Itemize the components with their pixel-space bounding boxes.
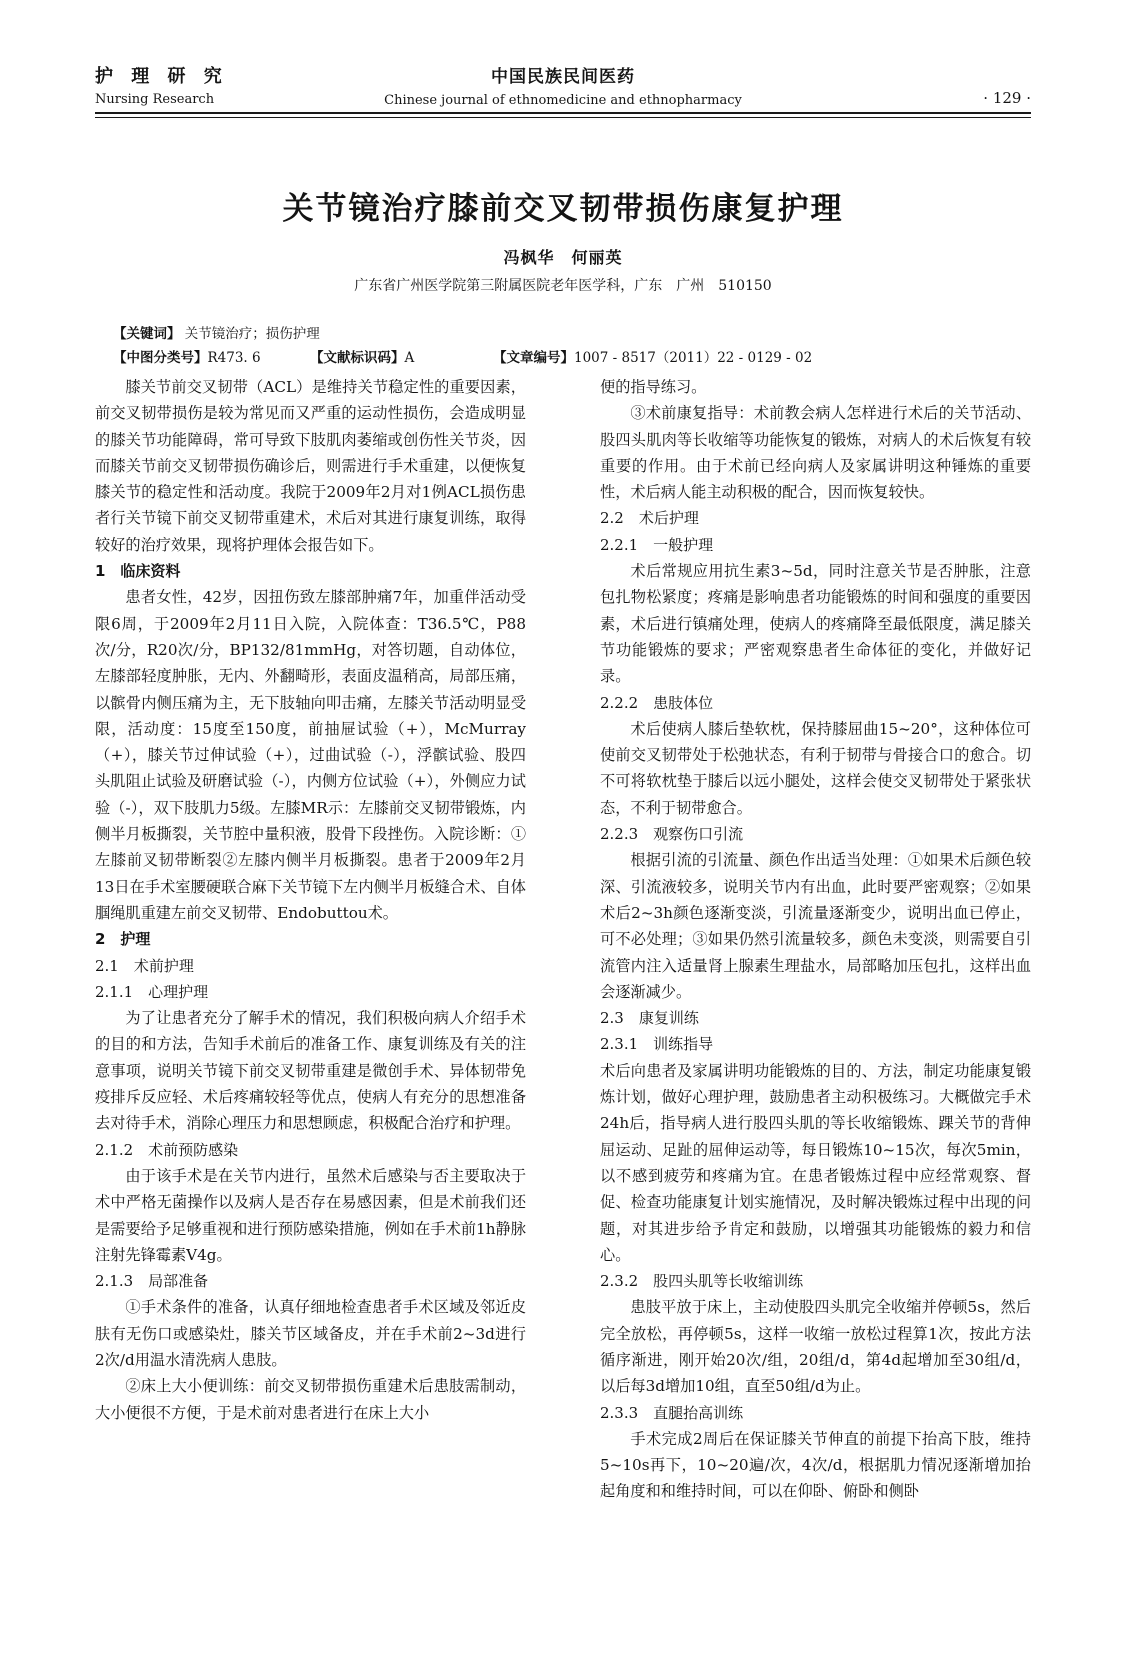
doc-code-label: 【文献标识码】	[310, 350, 405, 366]
header-rule-thick	[95, 112, 1031, 114]
body-column-right	[600, 374, 1031, 1505]
author-affiliation: 广东省广州医学院第三附属医院老年医学科，广东 广州 510150	[354, 278, 772, 294]
doc-code-field	[310, 346, 414, 366]
body-paragraph: 为了让患者充分了解手术的情况，我们积极向病人介绍手术的目的和方法，告知手术前后的准备工作、康复训练及有关的注意事项，说明关节镜下前交叉韧带重建是微创手术、异体韧带免疫排斥反应轻、术后疼痛较轻等优点，使病人有充分的思想准备去对待手术，消除心理压力和思想顾虑，积极配合治疗和护理。	[95, 1009, 526, 1133]
running-header	[95, 62, 1031, 110]
journal-name-cn: 中国民族民间医药	[491, 67, 635, 87]
body-paragraph: 手术完成2周后在保证膝关节伸直的前提下抬高下肢，维持5~10s再下，10~20遍/次，4次/d，根据肌力情况逐渐增加抬起角度和和维持时间，可以在仰卧、俯卧和侧卧	[600, 1429, 1031, 1501]
subsubsection-heading: 2.1.1 心理护理	[95, 982, 209, 1001]
subsection-heading: 2.1 术前护理	[95, 956, 194, 975]
body-paragraph: 术后常规应用抗生素3~5d，同时注意关节是否肿胀，注意包扎物松紧度；疼痛是影响患者功能锻炼的时间和强度的重要因素，术后进行镇痛处理，使病人的疼痛降至最低限度，满足膝关节功能锻炼的要求；严密观察患者生命体征的变化，并做好记录。	[600, 562, 1031, 686]
subsubsection-heading: 2.1.2 术前预防感染	[95, 1140, 239, 1159]
keywords-line	[113, 322, 320, 342]
subsection-heading: 2.3 康复训练	[600, 1009, 699, 1028]
subsubsection-heading: 2.2.1 一般护理	[600, 535, 714, 554]
section-name-cn: 护 理 研 究	[95, 66, 228, 87]
body-paragraph: 根据引流的引流量、颜色作出适当处理：①如果术后颜色较深、引流液较多，说明关节内有出血，此时要严密观察；②如果术后2~3h颜色逐渐变淡，引流量逐渐变少，说明出血已停止，可不必处理；③如果仍然引流量较多，颜色未变淡，则需要自引流管内注入适量肾上腺素生理盐水，局部略加压包扎，这样出血会逐渐减少。	[600, 851, 1031, 1001]
page-number: · 129 ·	[983, 89, 1031, 107]
subsubsection-heading: 2.3.3 直腿抬高训练	[600, 1403, 744, 1422]
clc-label: 【中图分类号】	[113, 350, 208, 366]
section-heading: 2 护理	[95, 930, 151, 949]
subsection-heading: 2.2 术后护理	[600, 509, 699, 528]
doc-code-value: A	[404, 350, 415, 366]
body-paragraph: ②床上大小便训练：前交叉韧带损伤重建术后患肢需制动，大小便很不方便，于是术前对患者进行在床上大小	[95, 1377, 526, 1422]
body-paragraph: ①手术条件的准备，认真仔细地检查患者手术区域及邻近皮肤有无伤口或感染灶，膝关节区域备皮，并在手术前2~3d进行2次/d用温水清洗病人患肢。	[95, 1298, 526, 1369]
body-paragraph: 患肢平放于床上，主动使股四头肌完全收缩并停顿5s，然后完全放松，再停顿5s，这样一收缩一放松过程算1次，按此方法循序渐进，刚开始20次/组，20组/d，第4d起增加至30组/d，以后每3d增加10组，直至50组/d为止。	[600, 1298, 1031, 1396]
body-paragraph: 患者女性，42岁，因扭伤致左膝部肿痛7年，加重伴活动受限6周，于2009年2月11日入院，入院体查：T36.5℃，P88次/分，R20次/分，BP132/81mmHg，对答切题，自动体位，左膝部轻度肿胀，无内、外翻畸形，表面皮温稍高，局部压痛，以髌骨内侧压痛为主，无下肢轴向叩击痛，左膝关节活动明显受限，活动度：15度至150度，前抽屉试验（+），McMurray（+），膝关节过伸试验（+），过曲试验（-），浮髌试验、股四头肌阻止试验及研磨试验（-），内侧方位试验（+），外侧应力试验（-），双下肢肌力5级。左膝MR示：左膝前交叉韧带锻炼，内侧半月板撕裂，关节腔中量积液，股骨下段挫伤。入院诊断：①左膝前叉韧带断裂②左膝内侧半月板撕裂。患者于2009年2月13日在手术室腰硬联合麻下关节镜下左内侧半月板缝合术、自体腘绳肌重建左前交叉韧带、Endobuttou术。	[95, 588, 526, 922]
article-number-value: 1007 - 8517（2011）22 - 0129 - 02	[574, 350, 813, 366]
clc-value: R473. 6	[207, 350, 261, 366]
body-paragraph: ③术前康复指导：术前教会病人怎样进行术后的关节活动、股四头肌肉等长收缩等功能恢复的锻炼，对病人的术后恢复有较重要的作用。由于术前已经向病人及家属讲明这种锤炼的重要性，术后病人能主动积极的配合，因而恢复较快。	[600, 404, 1031, 502]
subsubsection-heading: 2.1.3 局部准备	[95, 1272, 209, 1291]
section-heading: 1 临床资料	[95, 562, 181, 581]
subsubsection-heading: 2.3.1 训练指导	[600, 1035, 714, 1054]
subsubsection-heading: 2.3.2 股四头肌等长收缩训练	[600, 1272, 804, 1291]
journal-name	[95, 62, 1031, 108]
article-number-label: 【文章编号】	[493, 350, 574, 366]
subsubsection-heading: 2.2.2 患肢体位	[600, 693, 714, 712]
classification-line	[113, 346, 1013, 366]
body-column-left	[95, 374, 526, 1426]
journal-name-en: Chinese journal of ethnomedicine and ethnopharmacy	[384, 93, 742, 108]
body-paragraph: 膝关节前交叉韧带（ACL）是维持关节稳定性的重要因素，前交叉韧带损伤是较为常见而又严重的运动性损伤，会造成明显的膝关节功能障碍，常可导致下肢肌肉萎缩或创伤性关节炎，因而膝关节前交叉韧带损伤确诊后，则需进行手术重建，以便恢复膝关节的稳定性和活动度。我院于2009年2月对1例ACL损伤患者行关节镜下前交叉韧带重建术，术后对其进行康复训练，取得较好的治疗效果，现将护理体会报告如下。	[95, 378, 526, 554]
subsubsection-heading: 2.2.3 观察伤口引流	[600, 825, 744, 844]
article-number-field	[493, 346, 812, 366]
clc-field	[113, 350, 261, 366]
article-authors: 冯枫华 何丽英	[503, 248, 623, 267]
header-rule-thin	[95, 117, 1031, 118]
keywords-value: 关节镜治疗；损伤护理	[184, 326, 320, 342]
keywords-label: 【关键词】	[113, 326, 181, 342]
body-paragraph: 术后使病人膝后垫软枕，保持膝屈曲15~20°，这种体位可使前交叉韧带处于松弛状态，有利于韧带与骨接合口的愈合。切不可将软枕垫于膝后以远小腿处，这样会使交叉韧带处于紧张状态，不利于韧带愈合。	[600, 719, 1031, 817]
article-title: 关节镜治疗膝前交叉韧带损伤康复护理	[282, 191, 844, 227]
body-paragraph: 术后向患者及家属讲明功能锻炼的目的、方法，制定功能康复锻炼计划，做好心理护理，鼓励患者主动积极练习。大概做完手术24h后，指导病人进行股四头肌的等长收缩锻炼、踝关节的背伸屈运动、足趾的屈伸运动等，每日锻炼10~15次，每次5min，以不感到疲劳和疼痛为宜。在患者锻炼过程中应经常观察、督促、检查功能康复计划实施情况，及时解决锻炼过程中出现的问题，对其进步给予肯定和鼓励，以增强其功能锻炼的毅力和信心。	[600, 1061, 1031, 1264]
section-name-en: Nursing Research	[95, 92, 215, 107]
body-paragraph: 由于该手术是在关节内进行，虽然术后感染与否主要取决于术中严格无菌操作以及病人是否存在易感因素，但是术前我们还是需要给予足够重视和进行预防感染措施，例如在手术前1h静脉注射先锋霉素V4g。	[95, 1166, 526, 1264]
body-paragraph: 便的指导练习。	[600, 378, 707, 396]
